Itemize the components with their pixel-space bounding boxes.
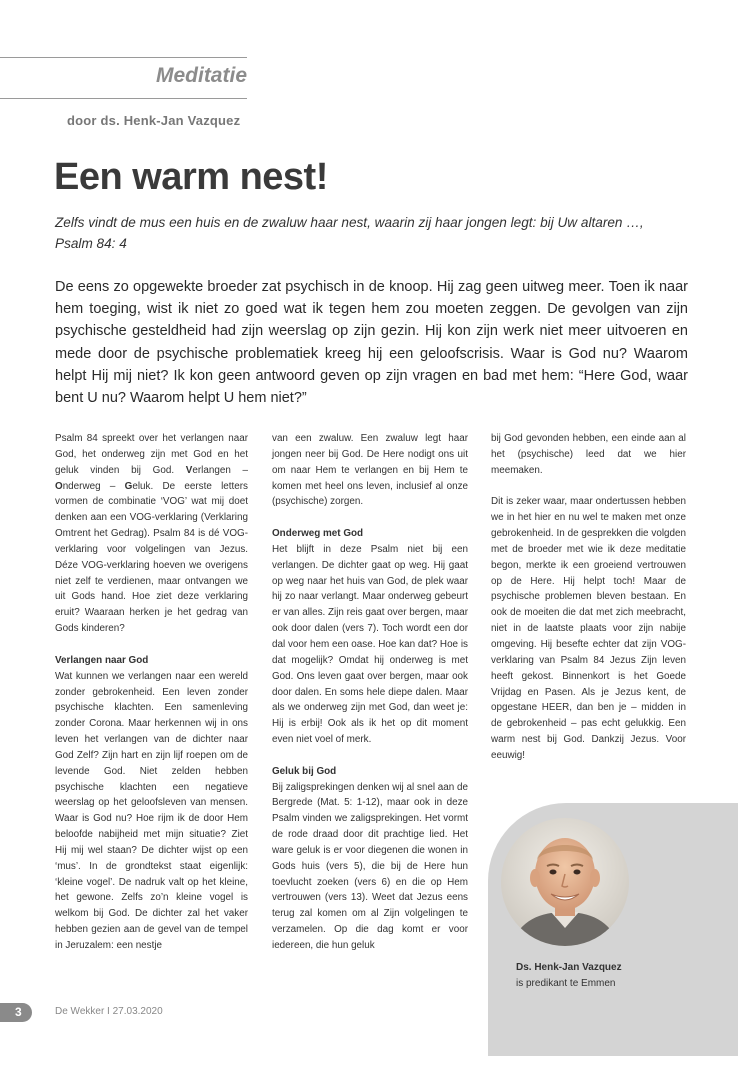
scripture-quote bbox=[55, 212, 695, 254]
author-name: Ds. Henk-Jan Vazquez bbox=[516, 962, 622, 973]
page-number-badge: 3 bbox=[0, 1003, 32, 1022]
paragraph: Bij zaligsprekingen denken wij al snel aan de Bergrede (Mat. 5: 1-12), maar ook in deze Psalm vinden we zaligsprekingen. Het vormt de rode draad door dit prachtige lied. Het ware geluk is er voor diegenen die wonen in Gods huis (vers 5), die bij de Here hun toevlucht zoeken (vers 6) en die op Hem vertrouwen (vers 13). Weet dat Jezus eens terug zal komen om al Zijn volgelingen te verzamelen. Op die dag komt er voor iedereen, die hun geluk bbox=[272, 781, 468, 951]
column-3 bbox=[491, 431, 686, 764]
column-1 bbox=[55, 431, 248, 954]
column-2 bbox=[272, 431, 468, 954]
paragraph: bij God gevonden hebben, een einde aan al het (psychische) leed dat we hier meemaken. bbox=[491, 433, 686, 476]
subheading-verlangen: Verlangen naar God bbox=[55, 654, 149, 666]
intro-paragraph: De eens zo opgewekte broeder zat psychisch in de knoop. Hij zag geen uitweg meer. Toen ik naar hem toeging, wist ik niet zo goed wat ik tegen hem zou moeten zeggen. De gevolgen van zijn psychische gesteldheid had zijn weerslag op zijn gezin. Hij kon zijn werk niet meer uitvoeren en mede door de psychische problematiek kreeg hij een geloofscrisis. Waar is God nu? Waarom helpt Hij mij niet? Ik kon geen antwoord geven op zijn vragen en bad met hem: “Here God, waar bent U nu? Waarom helpt U hem niet?” bbox=[55, 279, 688, 407]
quote-line-2: Psalm 84: 4 bbox=[55, 236, 127, 251]
article-title: Een warm nest! bbox=[54, 156, 328, 198]
header-rule-top bbox=[0, 57, 247, 58]
paragraph: Het blijft in deze Psalm niet bij een verlangen. De dichter gaat op weg. Hij gaat op weg naar het huis van God, de plek waar hij zo naar verlangt. Maar onderweg gebeurt er van alles. Zijn reis gaat over bergen, maar ook door dalen (vers 7). Toch wordt een dor dal voor hem een oase. Hoe kan dat? Hoe is dat mogelijk? Omdat hij onderweg is met God. Ons leven gaat over bergen, maar ook door dalen. En soms hele diepe dalen. Maar als we onderweg zijn met God, dan weet je: Hij is erbij! Ook als ik het op dit moment even niet voel of merk. bbox=[272, 543, 468, 746]
footer-publication: De Wekker I 27.03.2020 bbox=[55, 1006, 163, 1017]
paragraph: Psalm 84 spreekt over het verlangen naar God, het onderweg zijn met God en het geluk vinden bij God. Verlangen – Onderweg – Geluk. De eerste letters vormen de combinatie ‘VOG’ wat mij doet denken aan een VOG-verklaring (Verklaring Omtrent het Gedrag). Psalm 84 is dé VOG-verklaring voor volgelingen van Jezus. Déze VOG-verklaring hoeven we overigens niet zelf te verdienen, maar ontvangen we uit Gods hand. Hoe ziet deze verklaring eruit? Waaraan herken je het gedrag van Gods kinderen? bbox=[55, 433, 248, 635]
author-role: is predikant te Emmen bbox=[516, 978, 616, 989]
paragraph: Wat kunnen we verlangen naar een wereld zonder gebrokenheid. Een leven zonder psychische klachten. Een samenleving zonder Corona. Maar herkennen wij in ons leven het verlangen van de dichter naar God Zelf? Zijn hart en zijn lijf roepen om de levende God. Niet zelden hebben psychische klachten een negatieve weerslag op het geloofsleven van mensen. Waar is God nu? Hoe rijm ik de door Hem beloofde nabijheid met mijn situatie? Ziet Hij mij wel staan? De dichter wijst op een ‘mus’. In de grondtekst staat eigenlijk: ‘kleine vogel’. De nadruk valt op het kleine, het gewone. Zelfs zo’n kleine vogel is welkom bij God. De dichter zal het vaker hebben gezien aan de gevel van de tempel in Jeruzalem: een nestje bbox=[55, 670, 248, 951]
paragraph: van een zwaluw. Een zwaluw legt haar jongen neer bij God. De Here nodigt ons uit om naar Hem te verlangen en bij Hem te komen met heel ons leven, inclusief al onze (psychische) zorgen. bbox=[272, 433, 468, 508]
section-label: Meditatie bbox=[155, 64, 247, 87]
portrait-image bbox=[501, 818, 629, 946]
quote-line-1: Zelfs vindt de mus een huis en de zwaluw haar nest, waarin zij haar jongen legt: bij Uw altaren …, bbox=[55, 215, 644, 230]
header-rule-bottom bbox=[0, 98, 247, 99]
paragraph: Dit is zeker waar, maar ondertussen hebben we in het hier en nu wel te maken met onze gebrokenheid. In de gesprekken die volgden met de broeder met wie ik deze meditatie begon, merkte ik een groeiend vertrouwen op de Here. Hij helpt toch! Maar de psychische problemen bleven bestaan. En ook de moeiten die dat met zich meebracht, niet in de laatste plaats voor zijn nabije omgeving. Hij besefte echter dat zijn VOG-verklaring van Psalm 84 Jezus Zijn leven heeft gekost. Binnenkort is het Goede Vrijdag en Pasen. Als je Jezus kent, de opgestane HEER, dan ben je – midden in de gebrokenheid – pas echt gelukkig. Een warm nest bij God. Dankzij Jezus. Voor eeuwig! bbox=[491, 496, 686, 761]
byline: door ds. Henk-Jan Vazquez bbox=[67, 113, 241, 128]
author-portrait bbox=[501, 818, 629, 946]
subheading-geluk: Geluk bij God bbox=[272, 765, 337, 777]
subheading-onderweg: Onderweg met God bbox=[272, 528, 364, 540]
